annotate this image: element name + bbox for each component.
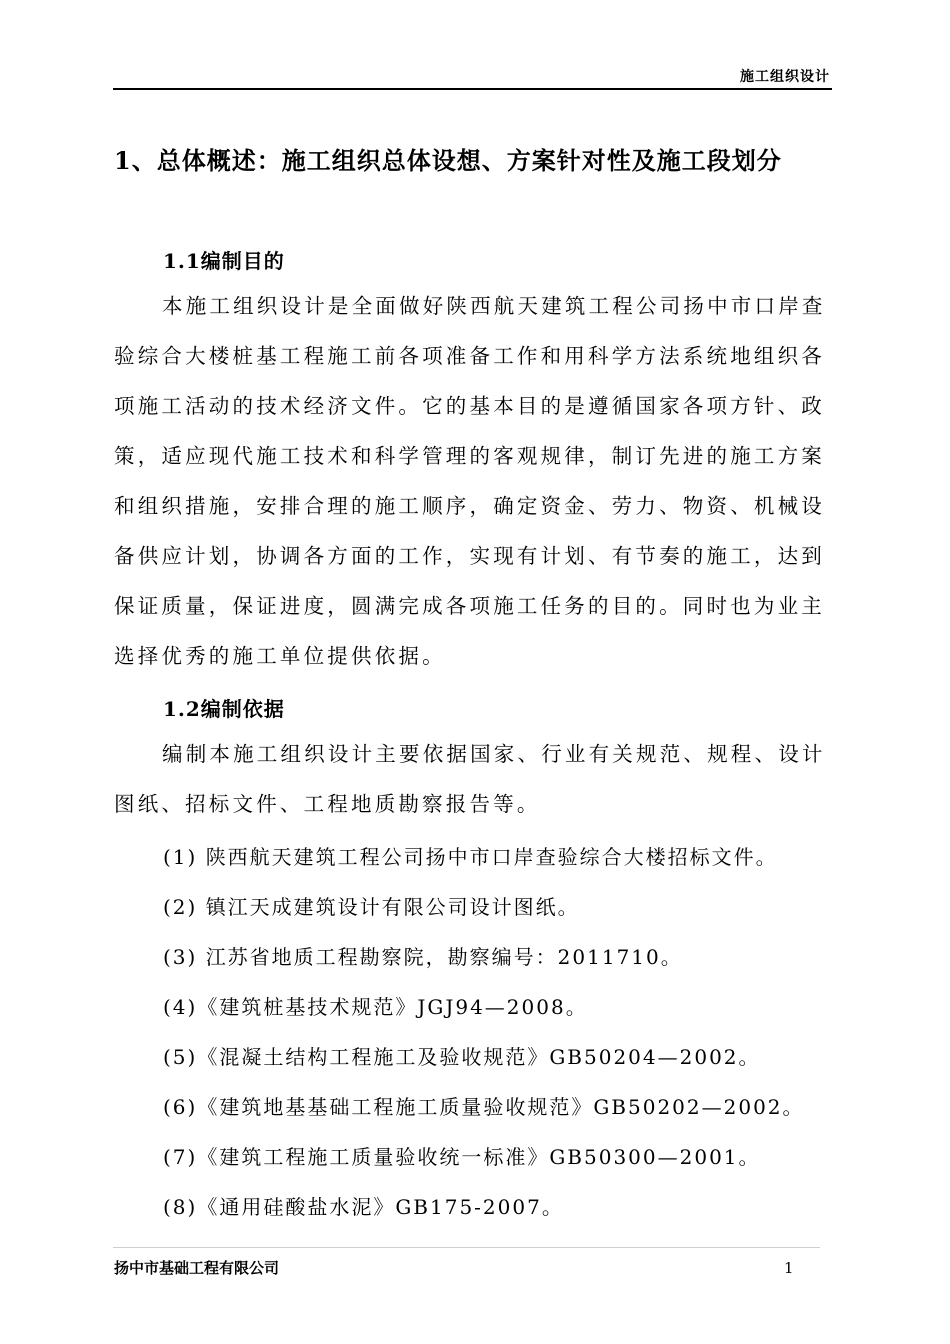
page-number: 1 bbox=[784, 1259, 794, 1277]
header-title: 施工组织设计 bbox=[740, 69, 830, 85]
list-item: (4)《建筑桩基技术规范》JGJ94—2008。 bbox=[163, 995, 588, 1019]
list-item: (2) 镇江天成建筑设计有限公司设计图纸。 bbox=[163, 895, 580, 919]
paragraph-purpose: 本施工组织设计是全面做好陕西航天建筑工程公司扬中市口岸查验综合大楼桩基工程施工前各项准备工作和用科学方法系统地组织各项施工活动的技术经济文件。它的基本目的是遵循国家各项方针、政策，适应现代施工技术和科学管理的客观规律，制订先进的施工方案和组织措施，安排合理的施工顺序，确定资金、劳力、物资、机械设备供应计划，协调各方面的工作，实现有计划、有节奏的施工，达到保证质量，保证进度，圆满完成各项施工任务的目的。同时也为业主选择优秀的施工单位提供依据。 bbox=[114, 294, 826, 668]
list-item: (5)《混凝土结构工程施工及验收规范》GB50204—2002。 bbox=[163, 1045, 761, 1069]
list-item: (8)《通用硅酸盐水泥》GB175-2007。 bbox=[163, 1195, 564, 1219]
header-divider bbox=[113, 88, 832, 90]
list-item: (3) 江苏省地质工程勘察院，勘察编号：2011710。 bbox=[163, 945, 683, 969]
section-heading: 1、总体概述：施工组织总体设想、方案针对性及施工段划分 bbox=[114, 146, 782, 175]
subsection-heading-1-2: 1.2编制依据 bbox=[163, 697, 285, 721]
list-item: (7)《建筑工程施工质量验收统一标准》GB50300—2001。 bbox=[163, 1145, 761, 1169]
list-item: (6)《建筑地基基础工程施工质量验收规范》GB50202—2002。 bbox=[163, 1095, 805, 1119]
subsection-heading-1-1: 1.1编制目的 bbox=[163, 249, 285, 273]
list-item: (1) 陕西航天建筑工程公司扬中市口岸查验综合大楼招标文件。 bbox=[163, 845, 778, 869]
footer-company: 扬中市基础工程有限公司 bbox=[114, 1259, 280, 1277]
footer-divider bbox=[113, 1247, 820, 1248]
paragraph-basis: 编制本施工组织设计主要依据国家、行业有关规范、规程、设计图纸、招标文件、工程地质勘察报告等。 bbox=[114, 742, 826, 816]
